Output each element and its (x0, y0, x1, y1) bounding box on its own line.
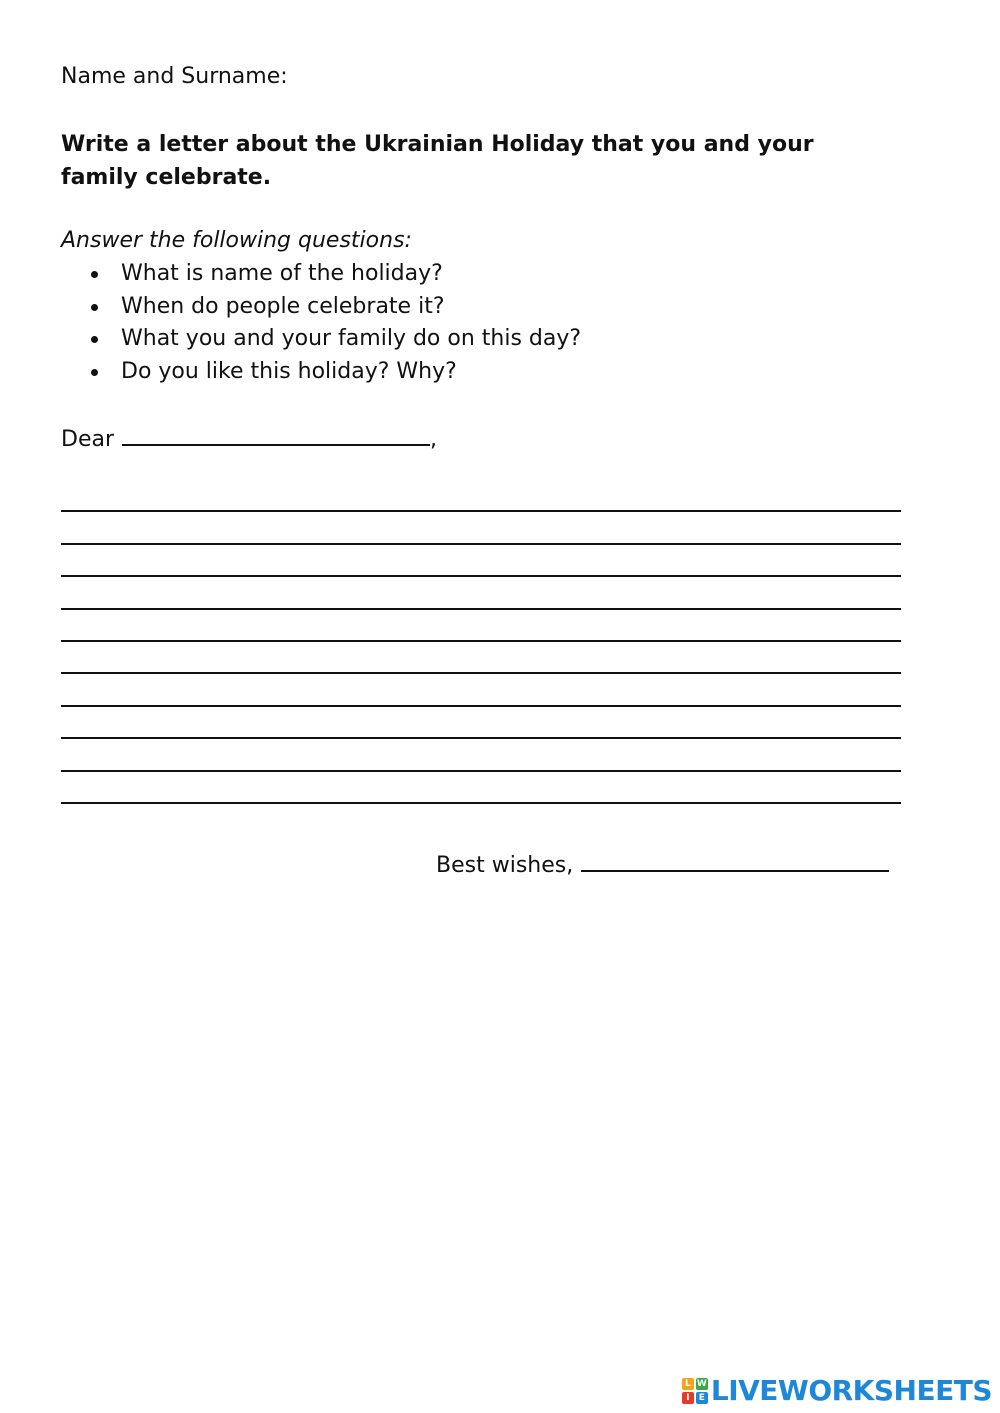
greeting-line (61, 422, 437, 456)
writing-line[interactable] (61, 739, 901, 771)
logo-letter: E (696, 1392, 708, 1404)
question-text: Do you like this holiday? Why? (121, 359, 457, 385)
letter-writing-area[interactable] (61, 480, 901, 804)
greeting-text: Dear (61, 427, 115, 452)
writing-line[interactable] (61, 642, 901, 674)
writing-line[interactable] (61, 512, 901, 544)
writing-line[interactable] (61, 610, 901, 642)
bullet-icon (91, 369, 98, 376)
greeting-comma: , (430, 427, 438, 452)
task-title: Write a letter about the Ukrainian Holiday that you and your family celebrate. (61, 132, 814, 190)
logo-letter: W (696, 1378, 707, 1389)
question-text: What is name of the holiday? (121, 261, 443, 286)
writing-line[interactable] (61, 772, 901, 804)
writing-line[interactable] (61, 480, 901, 512)
writing-line[interactable] (61, 707, 901, 739)
writing-line[interactable] (61, 674, 901, 706)
closing-line (436, 848, 889, 882)
instructions-text: Answer the following questions: (61, 228, 412, 253)
writing-line[interactable] (61, 545, 901, 577)
name-surname-label: Name and Surname: (61, 64, 288, 89)
bullet-icon (91, 271, 98, 278)
signature-blank[interactable] (581, 848, 889, 872)
logo-letter: I (682, 1392, 694, 1404)
writing-line[interactable] (61, 577, 901, 609)
recipient-blank[interactable] (122, 422, 430, 446)
brand-name: LIVEWORKSHEETS (710, 1374, 992, 1407)
closing-text: Best wishes, (436, 853, 574, 878)
question-item (86, 356, 581, 389)
question-item (86, 323, 581, 356)
logo-letter: L (682, 1378, 694, 1390)
liveworksheets-logo-icon (682, 1378, 708, 1404)
question-item (86, 258, 581, 291)
questions-list (86, 258, 581, 389)
question-item (86, 291, 581, 324)
bullet-icon (91, 304, 98, 311)
bullet-icon (91, 336, 98, 343)
liveworksheets-watermark (682, 1374, 992, 1407)
question-text: What you and your family do on this day? (121, 326, 582, 352)
question-text: When do people celebrate it? (121, 293, 445, 319)
